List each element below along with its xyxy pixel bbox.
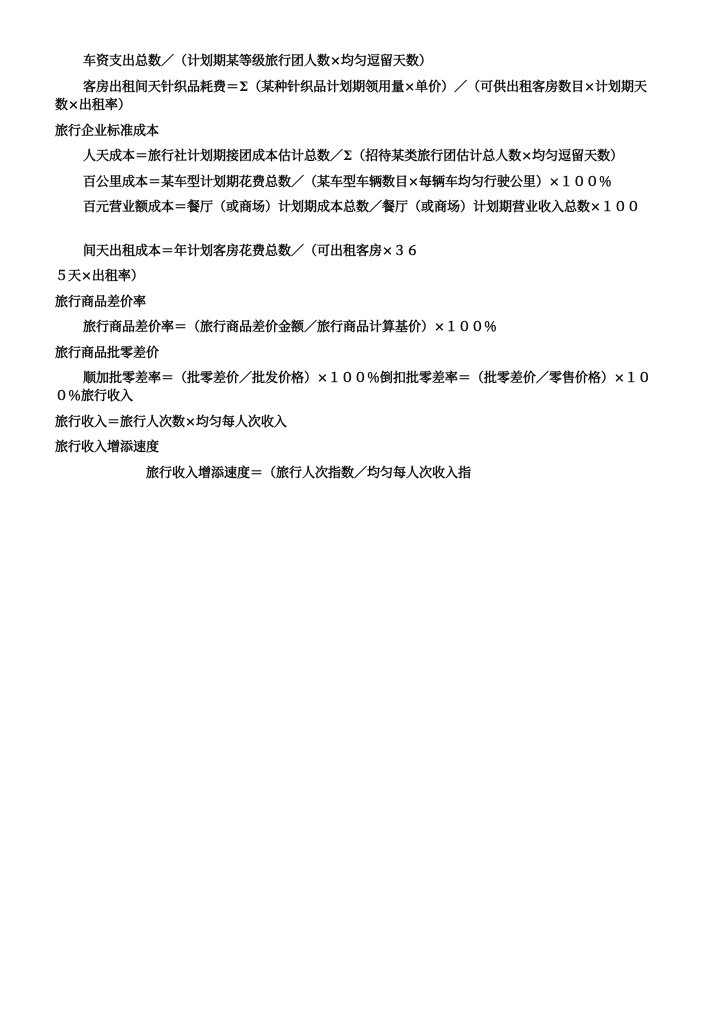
section-heading: 旅行商品差价率 [55, 295, 147, 310]
text-line: 旅行收入增添速度＝（旅行人次指数／均匀每人次收入指 [146, 466, 472, 481]
section-heading: 旅行收入增添速度 [55, 440, 160, 455]
text-paragraph: 百元营业额成本＝餐厅（或商场）计划期成本总数／餐厅（或商场）计划期营业收入总数×１００ [83, 200, 640, 215]
text-line: 间天出租成本＝年计划客房花费总数／（可出租客房×３６ [83, 244, 419, 259]
section-heading: 旅行商品批零差价 [55, 346, 160, 361]
text-paragraph: 顺加批零差率＝（批零差价／批发价格）×１００％倒扣批零差率＝（批零差价／零售价格）×１００％旅行收入 [55, 371, 651, 404]
text-line: 百公里成本＝某车型计划期花费总数／（某车型车辆数目×每辆车均匀行驶公里）×１００％ [83, 175, 612, 190]
text-line: ５天×出租率） [55, 269, 144, 284]
section-heading: 旅行企业标准成本 [55, 124, 160, 139]
text-paragraph: 客房出租间天针织品耗费＝Σ（某种针织品计划期领用量×单价）／（可供出租客房数目×计划期天数×出租率） [55, 80, 647, 113]
text-line: 人天成本＝旅行社计划期接团成本估计总数／Σ（招待某类旅行团估计总人数×均匀逗留天数） [83, 149, 624, 164]
text-line: 车资支出总数／（计划期某等级旅行团人数×均匀逗留天数） [83, 54, 432, 69]
text-line: 旅行收入＝旅行人次数×均匀每人次收入 [55, 415, 287, 430]
text-line: 旅行商品差价率＝（旅行商品差价金额／旅行商品计算基价）×１００％ [83, 320, 497, 335]
